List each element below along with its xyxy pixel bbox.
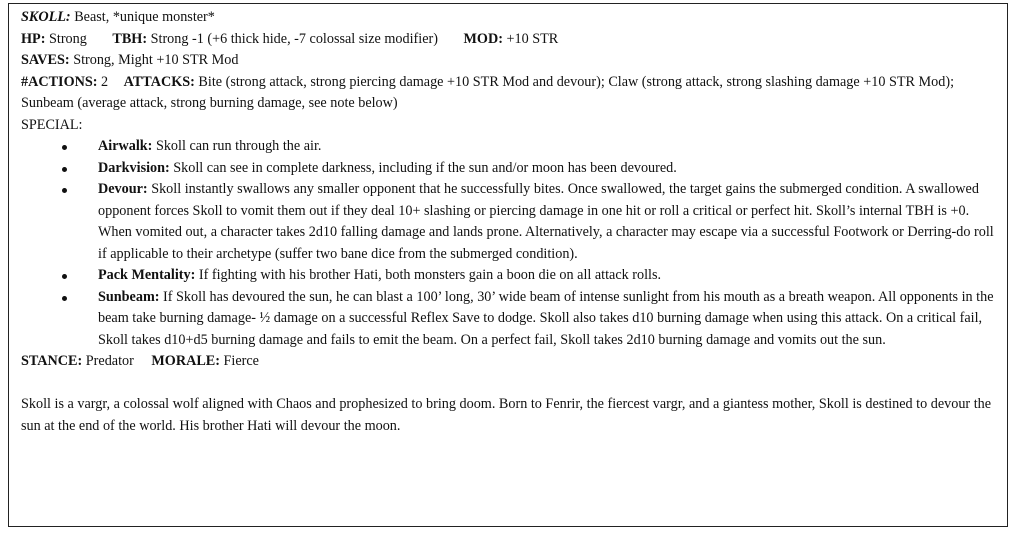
list-item: [21, 158, 997, 180]
special-name: Darkvision:: [98, 159, 170, 176]
actions-label: #ACTIONS:: [21, 73, 98, 90]
morale-label: MORALE:: [151, 353, 220, 369]
list-item: [21, 287, 997, 352]
stance-label: STANCE:: [21, 353, 83, 369]
mod-value: +10 STR: [506, 30, 559, 47]
special-text: Skoll can run through the air.: [155, 138, 322, 154]
special-text: If Skoll has devoured the sun, he can blast a 100’ long, 30’ wide beam of intense sunlight from his mouth as a breath weapon. All opponents in the beam take burning damage- ½ damage on a successful Reflex Save to dodge. Skoll also takes d10 burning damage when using this attack. On a critical fail, Skoll takes d10+d5 burning damage and fails to emit the beam. On a perfect fail, Skoll takes 2d10 burning damage and vomits out the sun.: [98, 288, 994, 348]
attacks-label: ATTACKS:: [123, 73, 195, 90]
stats-line: [21, 29, 997, 51]
list-item: [21, 136, 997, 158]
mod-label: MOD:: [463, 30, 503, 47]
actions-line: [21, 72, 997, 115]
bullet-icon: [62, 188, 67, 193]
saves-label: SAVES:: [21, 52, 70, 68]
monster-type: Beast, *unique monster*: [74, 9, 215, 25]
list-item: [21, 265, 997, 287]
stance-value: Predator: [85, 353, 134, 369]
bullet-icon: [62, 167, 67, 172]
bullet-icon: [62, 274, 67, 279]
special-heading: SPECIAL:: [21, 116, 83, 133]
special-name: Sunbeam:: [98, 288, 160, 305]
special-text: If fighting with his brother Hati, both monsters gain a boon die on all attack rolls.: [198, 267, 662, 283]
list-item: [21, 179, 997, 265]
morale-value: Fierce: [223, 353, 259, 369]
bullet-icon: [62, 145, 67, 150]
saves-line: [21, 50, 997, 72]
bullet-icon: [62, 296, 67, 301]
saves-value: Strong, Might +10 STR Mod: [73, 52, 239, 68]
hp-value: Strong: [48, 30, 87, 47]
special-text: Skoll instantly swallows any smaller opponent that he successfully bites. Once swallowed, the target gains the submerged condition. A swallowed opponent forces Skoll to vomit them out if they deal 10+ slashing or piercing damage in one hit or roll a critical or perfect hit. Skoll’s internal TBH is +0. When vomited out, a character takes 2d10 falling damage and lands prone. Alternatively, a character may escape via a successful Footwork or Derring-do roll if applicable to their archetype (suffer two bane dice from the submerged condition).: [98, 181, 994, 262]
hp-label: HP:: [21, 30, 46, 47]
spacer: [21, 373, 997, 395]
special-name: Pack Mentality:: [98, 267, 196, 283]
stance-line: [21, 351, 997, 373]
name-line: [21, 7, 997, 29]
tbh-label: TBH:: [112, 30, 148, 47]
special-text: Skoll can see in complete darkness, including if the sun and/or moon has been devoured.: [173, 159, 677, 176]
actions-value: 2: [101, 73, 109, 90]
attacks-value: Bite (strong attack, strong piercing damage +10 STR Mod and devour); Claw (strong attack, strong slashing damage +10 STR Mod); Sunbeam (average attack, strong burning damage, see note below): [21, 73, 955, 111]
tbh-value: Strong -1 (+6 thick hide, -7 colossal size modifier): [150, 30, 438, 47]
monster-name: SKOLL:: [21, 9, 71, 25]
special-name: Airwalk:: [98, 138, 153, 154]
special-list: [21, 136, 997, 351]
special-name: Devour:: [98, 181, 148, 197]
monster-stat-block: [8, 3, 1008, 527]
description: Skoll is a vargr, a colossal wolf aligned with Chaos and prophesized to bring doom. Born to Fenrir, the fiercest vargr, and a giantess mother, Skoll is destined to devour the sun at the end of the world. His brother Hati will devour the moon.: [21, 396, 992, 434]
